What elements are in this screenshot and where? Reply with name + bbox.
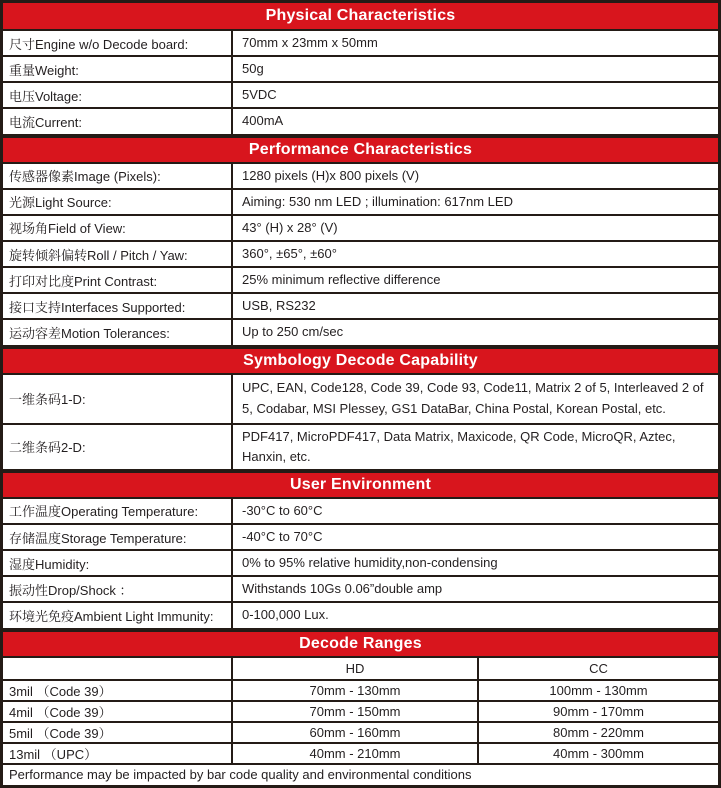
spec-value: 1280 pixels (H)x 800 pixels (V): [242, 167, 420, 183]
spec-row: [3, 320, 718, 346]
spec-label: 旋转倾斜偏转Roll / Pitch / Yaw:: [3, 242, 233, 266]
spec-value: 400mA: [242, 113, 284, 129]
spec-value: PDF417, MicroPDF417, Data Matrix, Maxicode, QR Code, MicroQR, Aztec, Hanxin, etc.: [242, 428, 676, 464]
spec-label: 振动性Drop/Shock ：: [3, 577, 233, 601]
spec-label: 尺寸Engine w/o Decode board:: [3, 31, 233, 55]
spec-value: 25% minimum reflective difference: [242, 272, 441, 288]
decode-cc-value: 90mm - 170mm: [552, 703, 645, 719]
spec-label: 接口支持Interfaces Supported:: [3, 294, 233, 318]
spec-label: 二维条码2-D:: [3, 425, 233, 469]
section-title: User Environment: [289, 475, 431, 493]
decode-label: 5mil （Code 39）: [3, 723, 233, 742]
spec-label: 工作温度Operating Temperature:: [3, 499, 233, 523]
spec-value: Up to 250 cm/sec: [242, 324, 344, 340]
decode-label: 13mil （UPC）: [3, 744, 233, 763]
spec-label: 环境光免疫Ambient Light Immunity:: [3, 603, 233, 627]
decode-column-hd: HD: [233, 658, 479, 679]
decode-cc-value: 80mm - 220mm: [552, 724, 645, 740]
spec-value: 70mm x 23mm x 50mm: [242, 35, 378, 50]
spec-row: [3, 577, 718, 603]
section-title: Symbology Decode Capability: [243, 351, 478, 369]
decode-header-row: [3, 658, 718, 681]
decode-hd-value: 60mm - 160mm: [233, 723, 479, 742]
spec-value: -30°C to 60°C: [242, 502, 323, 518]
spec-value: Aiming: 530 nm LED ; illumination: 617nm LED: [242, 193, 513, 209]
spec-value: 0% to 95% relative humidity,non-condensing: [242, 555, 498, 571]
section-header-decode-ranges: [3, 630, 718, 658]
spec-row: [3, 294, 718, 320]
spec-row: [3, 216, 718, 242]
spec-label: 存储温度Storage Temperature:: [3, 525, 233, 549]
section-header-symbology: [3, 347, 718, 375]
section-header-environment: [3, 471, 718, 499]
section-header-physical: [3, 3, 718, 31]
spec-row: [3, 525, 718, 551]
spec-row: [3, 164, 718, 190]
section-title: Performance Characteristics: [248, 140, 473, 158]
decode-cc-value: 100mm - 130mm: [549, 682, 648, 698]
spec-label: 重量Weight:: [3, 57, 233, 81]
decode-row: [3, 723, 718, 744]
spec-label: 湿度Humidity:: [3, 551, 233, 575]
footer-note: Performance may be impacted by bar code quality and environmental conditions: [9, 767, 472, 783]
spec-row: [3, 268, 718, 294]
spec-row: [3, 425, 718, 471]
decode-label: 4mil （Code 39）: [3, 702, 233, 721]
spec-row: [3, 242, 718, 268]
decode-row: [3, 702, 718, 723]
spec-label: 电压Voltage:: [3, 83, 233, 107]
spec-row: [3, 499, 718, 525]
spec-label: 视场角Field of View:: [3, 216, 233, 240]
spec-value: Withstands 10Gs 0.06”double amp: [242, 581, 443, 597]
spec-row: [3, 603, 718, 629]
spec-row: [3, 551, 718, 577]
spec-row: [3, 83, 718, 109]
decode-column-cc: CC: [589, 660, 608, 676]
spec-label: 电流Current:: [3, 109, 233, 133]
spec-value: USB, RS232: [242, 298, 316, 314]
decode-cc-value: 40mm - 300mm: [552, 745, 645, 761]
decode-row: [3, 681, 718, 702]
spec-value: UPC, EAN, Code128, Code 39, Code 93, Code11, Matrix 2 of 5, Interleaved 2 of 5, Codabar, MSI Plessey, GS1 DataBar, China Postal, Korean Postal, etc.: [242, 380, 704, 416]
section-title: Physical Characteristics: [265, 7, 456, 24]
decode-header-blank: [3, 658, 233, 679]
spec-label: 打印对比度Print Contrast:: [3, 268, 233, 292]
spec-label: 运动容差Motion Tolerances:: [3, 320, 233, 344]
decode-label: 3mil （Code 39）: [3, 681, 233, 700]
decode-hd-value: 70mm - 150mm: [233, 702, 479, 721]
spec-value: 5VDC: [242, 87, 277, 103]
spec-value: 360°, ±65°, ±60°: [242, 245, 337, 261]
decode-hd-value: 70mm - 130mm: [233, 681, 479, 700]
spec-row: [3, 31, 718, 57]
spec-label: 传感器像素Image (Pixels):: [3, 164, 233, 188]
spec-label: 光源Light Source:: [3, 190, 233, 214]
spec-value: 43° (H) x 28° (V): [242, 219, 338, 235]
spec-value: -40°C to 70°C: [242, 528, 323, 544]
spec-row: [3, 190, 718, 216]
section-title: Decode Ranges: [299, 634, 422, 652]
spec-label: 一维条码1-D:: [3, 375, 233, 423]
spec-value: 50g: [242, 61, 264, 77]
decode-hd-value: 40mm - 210mm: [233, 744, 479, 763]
spec-value: 0-100,000 Lux.: [242, 607, 329, 623]
spec-row: [3, 109, 718, 135]
spec-row: [3, 57, 718, 83]
spec-row: [3, 375, 718, 425]
decode-row: [3, 744, 718, 765]
section-header-performance: [3, 136, 718, 164]
